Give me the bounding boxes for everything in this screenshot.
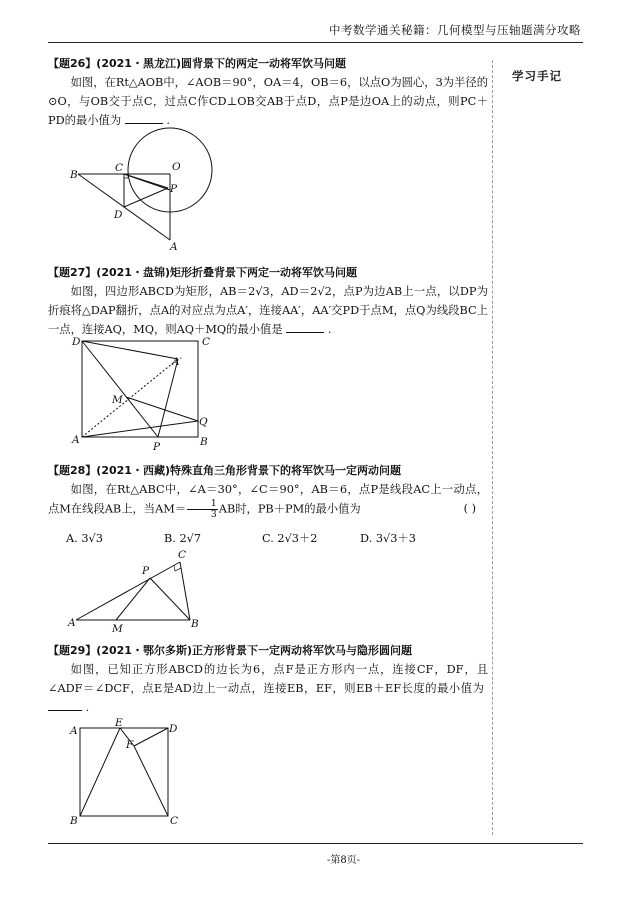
problem-28-body: 如图，在Rt△ABC中，∠A＝30°，∠C＝90°，AB＝6，点P是线段AC上一动点，点M在线段AB上，当AM＝ $\frac{1}{3}$ AB时，PB＋PM的最小值为 ( ) [48,483,488,520]
label-c: C [170,815,179,827]
problem-26-body: 如图，在Rt△AOB中，∠AOB＝90°，OA＝4，OB＝6，以点O为圆心，3为半径的⊙O，与OB交于点C，过点C作CD⊥OB交AB于点D，点P是边OA上的动点，则PC＋PD的最小值为 . [48,76,488,127]
problem-26-title: 【题26】(2021・黑龙江)圆背景下的两定一动将军饮马问题 [48,57,346,70]
segment-ac [76,562,180,620]
answer-blank[interactable] [286,321,324,333]
segment-dp [82,341,158,437]
label-d: D [72,336,81,348]
option-b[interactable]: B. 2√7 [164,532,202,545]
option-c[interactable]: C. 2√3＋2 [262,532,318,545]
right-angle-c [174,565,181,571]
label-a: A [72,434,80,446]
segment-fd [134,728,168,746]
label-b: B [70,815,78,827]
problem-27-body: 如图，四边形ABCD为矩形，AB＝2√3，AD＝2√2，点P为边AB上一点，以DP为折痕将△DAP翻折，点A的对应点为点A′，连接AA′，AA′交PD于点M，点Q为线段BC上一点，连接AQ，MQ，则AQ＋MQ的最小值是 . [48,285,488,336]
label-b: B [70,169,78,181]
figure-29 [68,718,188,828]
label-o: O [172,161,181,173]
label-c: C [202,336,211,348]
answer-blank[interactable] [48,699,82,711]
label-e: E [115,717,123,729]
segment-helper [124,174,170,190]
answer-blank[interactable] [125,112,163,124]
figure-28 [68,550,198,635]
label-q: Q [199,416,208,428]
label-f: F [126,739,134,751]
label-b: B [200,436,208,448]
square-abcd [80,728,168,816]
problem-29-title: 【题29】(2021・鄂尔多斯)正方形背景下一定两动将军饮马与隐形圆问题 [48,644,412,657]
segment-aq [82,421,198,437]
label-c: C [115,162,124,174]
label-d: D [169,723,178,735]
segment-da2 [82,341,178,359]
segment-mq [126,397,198,421]
segment-be [80,728,120,816]
segment-pm [116,578,150,620]
header-title: 中考数学通关秘籍：几何模型与压轴题满分攻略 [329,23,581,37]
option-d[interactable]: D. 3√3＋3 [360,532,416,545]
option-a[interactable]: A. 3√3 [66,532,103,545]
problem-27 [48,263,488,339]
answer-paren[interactable]: ( ) [463,502,476,515]
label-b: B [191,618,199,630]
label-a-prime: A′ [172,356,182,368]
footer-rule [48,843,583,844]
problem-28 [48,461,488,520]
fraction: $\frac{1}{3}$ [187,499,218,520]
figure-26 [68,130,228,255]
problem-27-title: 【题27】(2021・盘锦)矩形折叠背景下两定一动将军饮马问题 [48,266,357,279]
page-header [48,22,583,43]
label-p: P [170,183,178,195]
label-c: C [178,549,187,561]
segment-fc [134,746,168,816]
label-a: A [70,725,78,737]
label-d: D [114,209,123,221]
label-p: P [153,441,161,453]
notes-divider [492,60,493,835]
label-a: A [68,617,76,629]
problem-29-body: 如图，已知正方形ABCD的边长为6，点F是正方形内一点，连接CF，DF，且∠ADF＝∠DCF，点E是AD边上一动点，连接EB，EF，则EB＋EF长度的最小值为 . [48,663,488,714]
label-m: M [112,623,123,635]
options-28 [66,530,486,546]
label-a: A [170,241,178,253]
label-m: M [112,394,123,406]
label-p: P [142,565,150,577]
notes-label: 学习手记 [512,69,562,83]
problem-26 [48,54,488,130]
problem-29 [48,641,488,717]
page-number: -第8页- [326,855,361,866]
figure-27 [68,335,218,453]
problem-28-title: 【题28】(2021・西藏)特殊直角三角形背景下的将军饮马一定两动问题 [48,464,401,477]
